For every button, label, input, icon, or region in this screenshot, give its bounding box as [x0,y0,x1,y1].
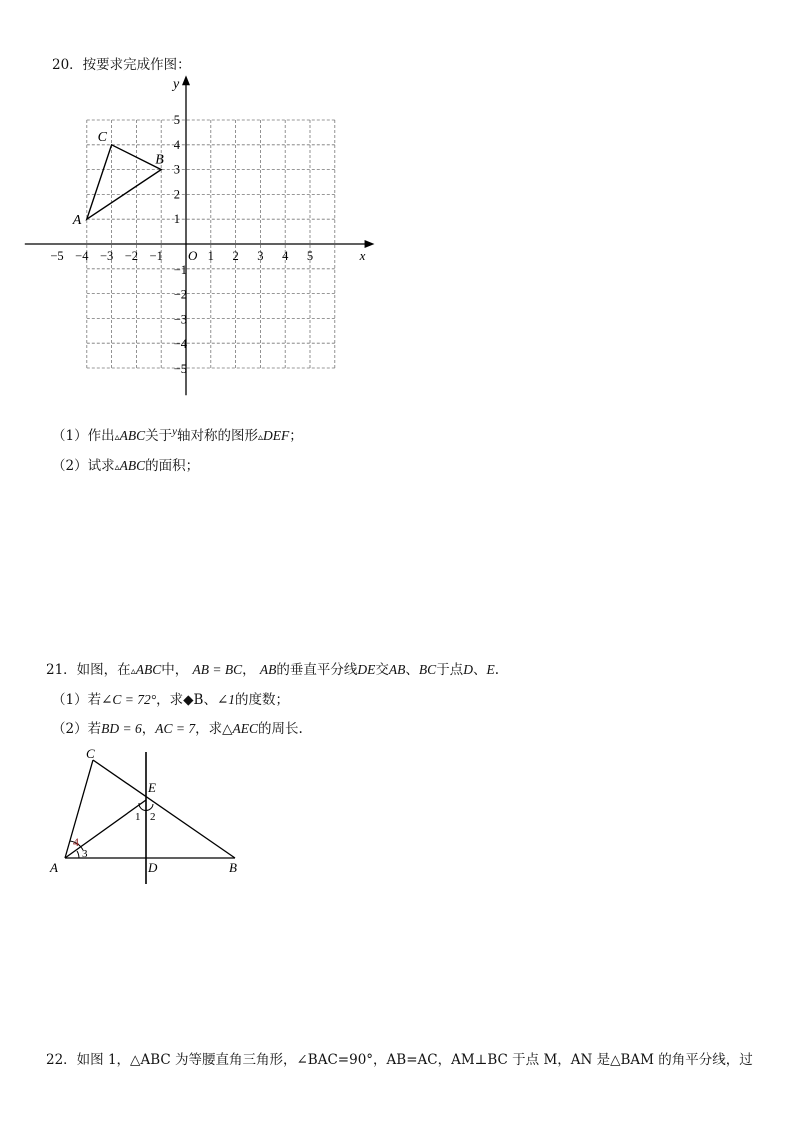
q21-line1: 21．如图，在▵ABC中， AB = BC， AB的垂直平分线DE交AB、BC于点D、E. [46,662,499,678]
x-tick-label: 1 [207,249,214,263]
label-a: A [50,860,58,875]
label-4: 4 [73,835,79,849]
point-label-a: A [72,213,82,229]
y-tick-label: −2 [173,287,187,302]
y-tick-label: 3 [173,162,180,177]
y-tick-label: 2 [173,187,180,202]
x-tick-label: −5 [50,249,64,263]
q20-part2: （2）试求▵ABC的面积； [52,458,200,474]
origin-label: O [188,248,198,263]
label-b: B [229,860,237,875]
label-3: 3 [82,848,88,860]
label-e: E [148,780,156,795]
q22-text: 22．如图 1，△ABC 为等腰直角三角形，∠BAC=90°，AB=AC，AM⊥BC 于点 M，AN 是△BAM 的角平分线，过 [46,1052,753,1068]
x-tick-label: −1 [149,249,163,263]
q20-header: 20．按要求完成作图： [52,57,191,73]
segment-cb [93,760,235,858]
x-tick-label: −2 [124,249,139,263]
label-c: C [86,746,95,761]
segment-ae [65,800,146,858]
x-axis-label: x [359,248,366,263]
x-tick-label: 5 [306,249,314,263]
q20-part1: （1）作出▵ABC关于$^y$轴对称的图形▵DEF； [52,425,303,444]
y-tick-label: 5 [173,113,180,127]
label-d: D [148,860,158,875]
label-1: 1 [135,811,141,823]
y-axis-label: y [173,76,180,92]
y-tick-label: 1 [173,212,180,227]
x-tick-label: −4 [75,249,89,263]
y-tick-label: −5 [173,362,187,376]
x-tick-label: −3 [99,249,114,263]
x-tick-label: 3 [257,249,264,263]
q21-line3: （2）若BD = 6，AC = 7，求△AEC的周长. [52,721,303,737]
q21-line2: （1）若∠C = 72°，求◆B、∠1的度数； [52,692,290,708]
point-label-c: C [97,129,107,145]
y-tick-label: −1 [173,262,187,277]
y-tick-label: −4 [173,337,187,352]
point-label-b: B [155,152,164,168]
label-2: 2 [150,811,156,823]
x-tick-label: 4 [282,249,289,263]
y-tick-label: 4 [173,137,180,152]
angle-arc-a [77,851,79,858]
y-tick-label: −3 [173,312,187,327]
segment-ac [65,760,93,858]
x-tick-label: 2 [232,249,239,263]
